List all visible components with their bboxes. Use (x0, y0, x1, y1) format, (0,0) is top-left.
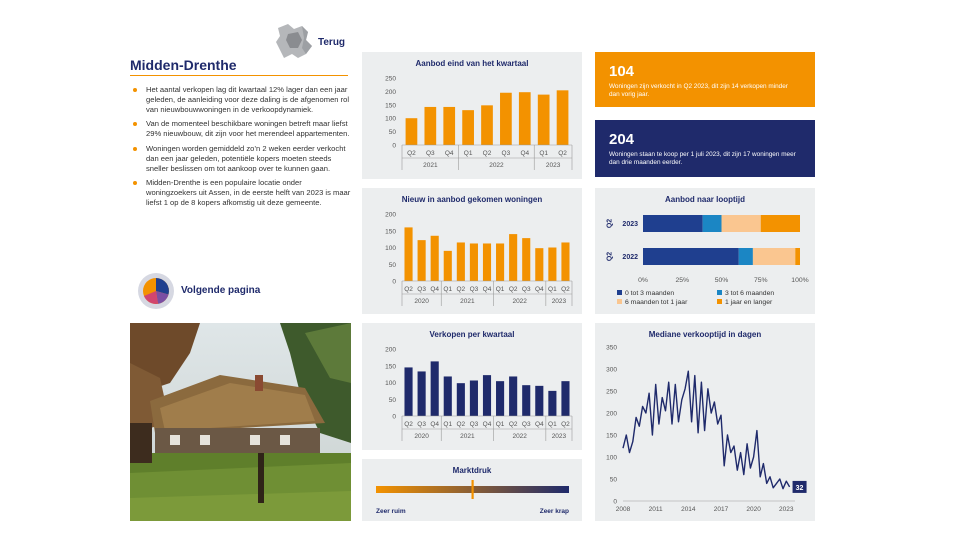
y-tick-label: 0 (392, 142, 396, 150)
bar (496, 243, 504, 281)
legend-label: 0 tot 3 maanden (625, 290, 675, 297)
x-tick-label: Q1 (495, 286, 505, 293)
x-tick-label: Q2 (456, 421, 466, 428)
x-tick-label: Q3 (417, 286, 426, 293)
bar (483, 243, 491, 281)
municipality-map-icon[interactable] (272, 20, 316, 64)
title-divider (130, 75, 348, 76)
x-tick-label: Q4 (482, 421, 492, 428)
bar (431, 236, 439, 281)
summary-bullet: Het aantal verkopen lag dit kwartaal 12% lager dan een jaar geleden, de aanleiding voor deze daling is de afgenomen rol van nieuwbouwwoningen in de verkoopdynamiek. (130, 85, 352, 114)
chart-title: Aanbod eind van het kwartaal (415, 59, 529, 68)
bar (535, 386, 543, 416)
x-tick-label: Q1 (495, 421, 505, 428)
bar (535, 248, 543, 281)
y-group-label: Q2 (606, 218, 614, 229)
stacked-bar-segment (761, 215, 800, 232)
legend-swatch (617, 290, 622, 295)
y-tick-label: 200 (606, 410, 617, 418)
x-tick-label: 2008 (615, 506, 631, 513)
chart-panel-looptijd (595, 188, 815, 314)
x-group-label: 2021 (460, 433, 475, 440)
x-tick-label: Q2 (456, 286, 466, 293)
x-tick-label: 100% (791, 277, 809, 284)
bar (457, 242, 465, 281)
y-tick-label: 50 (388, 129, 396, 137)
y-tick-label: 2023 (622, 221, 638, 228)
bar (431, 361, 439, 416)
bar (561, 242, 569, 281)
bar (548, 248, 556, 282)
x-group-label: 2023 (551, 433, 567, 440)
x-tick-label: Q2 (508, 421, 518, 428)
bar (404, 367, 412, 416)
stacked-bar-segment (739, 248, 753, 265)
x-tick-label: Q3 (425, 150, 435, 157)
chart-aanbod (362, 52, 582, 179)
next-page-button[interactable] (137, 272, 317, 312)
bar (470, 380, 478, 416)
x-group-label: 2023 (545, 162, 561, 169)
end-value-label: 32 (795, 484, 804, 492)
pie-chart-icon (137, 272, 175, 310)
y-tick-label: 300 (606, 366, 617, 374)
x-tick-label: Q4 (444, 150, 454, 157)
kpi-text: Woningen staan te koop per 1 juli 2023, dit zijn 17 woningen meer dan drie maanden eerder. (609, 151, 796, 166)
x-tick-label: 75% (753, 277, 768, 284)
x-group-label: 2022 (512, 298, 527, 305)
y-group-label: Q2 (606, 251, 614, 262)
legend-swatch (617, 299, 622, 304)
bar (481, 105, 493, 145)
x-tick-label: Q3 (501, 150, 511, 157)
bar (496, 381, 504, 416)
summary-bullet: Van de momenteel beschikbare woningen betreft maar liefst 29% nieuwbouw, dit zijn voor het merendeel appartementen. (130, 119, 352, 139)
y-tick-label: 0 (392, 278, 396, 286)
x-tick-label: Q3 (521, 286, 531, 293)
chart-panel-aanbod (362, 52, 582, 179)
kpi-value: 204 (609, 131, 635, 148)
x-tick-label: Q4 (534, 421, 544, 428)
y-tick-label: 50 (388, 396, 396, 404)
y-tick-label: 100 (385, 245, 396, 252)
stacked-bar-segment (795, 248, 800, 265)
summary-bullet-list (130, 85, 352, 213)
x-tick-label: 0% (638, 277, 648, 284)
page-title: Midden-Drenthe (130, 57, 237, 73)
x-tick-label: Q2 (404, 286, 413, 293)
x-tick-label: Q2 (407, 150, 416, 157)
y-tick-label: 50 (609, 476, 617, 484)
bar (424, 107, 436, 145)
x-tick-label: Q3 (521, 421, 531, 428)
bar (500, 93, 512, 145)
chart-panel-verkooptijd (595, 323, 815, 521)
x-group-label: 2021 (460, 298, 475, 305)
bar (538, 95, 550, 145)
bar (509, 376, 517, 416)
stacked-bar-segment (643, 248, 739, 265)
bar (444, 376, 452, 416)
chart-panel-nieuw (362, 188, 582, 314)
bar (522, 385, 530, 416)
y-tick-label: 200 (385, 88, 396, 96)
kpi-card-sold (595, 52, 815, 107)
x-tick-label: 2020 (746, 506, 761, 513)
x-tick-label: Q4 (534, 286, 544, 293)
gauge-marktdruk (362, 459, 582, 521)
stacked-bar-segment (643, 215, 703, 232)
y-tick-label: 100 (385, 380, 396, 387)
x-tick-label: Q1 (443, 286, 453, 293)
legend-label: 1 jaar en langer (725, 299, 773, 306)
series-line (623, 371, 790, 489)
x-tick-label: Q1 (539, 150, 549, 157)
x-tick-label: Q4 (430, 421, 440, 428)
x-group-label: 2020 (414, 433, 429, 440)
kpi-value: 104 (609, 63, 635, 80)
back-link[interactable]: Terug (318, 37, 346, 48)
bar (519, 92, 531, 145)
x-group-label: 2021 (423, 162, 438, 169)
kpi-text: Woningen zijn verkocht in Q2 2023, dit zijn 14 verkopen minder dan vorig jaar. (609, 83, 788, 98)
x-tick-label: Q3 (469, 421, 479, 428)
y-tick-label: 250 (385, 75, 396, 83)
x-tick-label: Q1 (443, 421, 453, 428)
bar (443, 107, 455, 145)
x-tick-label: 2017 (713, 506, 729, 513)
bar (444, 251, 452, 281)
chart-title: Nieuw in aanbod gekomen woningen (401, 195, 543, 204)
summary-bullet: Woningen worden gemiddeld zo’n 2 weken eerder verkocht dan een jaar geleden, potentiële kopers moeten steeds sneller beslissen om tot aankoop over te kunnen gaan. (130, 144, 352, 173)
next-page-label: Volgende pagina (181, 285, 261, 296)
x-tick-label: Q4 (430, 286, 440, 293)
y-tick-label: 50 (388, 261, 396, 269)
x-tick-label: Q2 (558, 150, 567, 157)
chart-title: Marktdruk (452, 466, 492, 475)
y-tick-label: 150 (385, 228, 396, 236)
chart-title: Aanbod naar looptijd (665, 195, 745, 204)
bar (557, 90, 569, 145)
legend-swatch (717, 299, 722, 304)
x-group-label: 2023 (551, 298, 567, 305)
chart-title: Mediane verkooptijd in dagen (648, 330, 762, 339)
bar (470, 243, 478, 281)
bar (418, 371, 426, 416)
bar (548, 391, 556, 416)
y-tick-label: 150 (606, 432, 617, 440)
y-tick-label: 100 (385, 115, 396, 123)
kpi-card-for-sale (595, 120, 815, 177)
x-tick-label: Q2 (404, 421, 413, 428)
summary-bullet: Midden-Drenthe is een populaire locatie onder woningzoekers uit Assen, in de eerste helft van 2023 is maar liefst 1 op de 8 kopers afkomstig uit deze gemeente. (130, 178, 352, 207)
x-tick-label: Q1 (463, 150, 473, 157)
stacked-bar-segment (703, 215, 722, 232)
x-tick-label: Q2 (508, 286, 518, 293)
legend-swatch (717, 290, 722, 295)
y-tick-label: 0 (613, 498, 617, 506)
y-tick-label: 150 (385, 102, 396, 110)
y-tick-label: 250 (606, 388, 617, 396)
bar (561, 381, 569, 416)
x-tick-label: 25% (675, 277, 690, 284)
x-tick-label: Q4 (520, 150, 530, 157)
legend-label: 6 maanden tot 1 jaar (625, 299, 688, 306)
bar (406, 118, 418, 145)
x-tick-label: Q2 (561, 286, 570, 293)
gauge-right-label: Zeer krap (539, 508, 569, 515)
x-tick-label: Q2 (482, 150, 492, 157)
x-group-label: 2022 (489, 162, 504, 169)
chart-looptijd (595, 188, 815, 314)
bar (522, 238, 530, 281)
bar (509, 234, 517, 281)
stacked-bar-segment (722, 215, 761, 232)
bar (483, 375, 491, 416)
y-tick-label: 150 (385, 363, 396, 371)
x-tick-label: Q1 (548, 421, 557, 428)
y-tick-label: 100 (606, 454, 617, 462)
y-tick-label: 0 (392, 413, 396, 421)
y-tick-label: 200 (385, 346, 396, 354)
x-tick-label: 2011 (648, 506, 663, 513)
farmhouse-photo (130, 323, 351, 521)
x-group-label: 2022 (512, 433, 527, 440)
stacked-bar-segment (753, 248, 795, 265)
x-tick-label: 2023 (779, 506, 794, 513)
chart-title: Verkopen per kwartaal (429, 330, 515, 339)
bar (462, 110, 474, 145)
y-tick-label: 350 (606, 344, 617, 352)
chart-panel-marktdruk (362, 459, 582, 521)
gauge-left-label: Zeer ruim (376, 508, 406, 515)
bar (404, 227, 412, 281)
bar (418, 240, 426, 281)
chart-nieuw (362, 188, 582, 314)
x-tick-label: Q1 (548, 286, 557, 293)
x-group-label: 2020 (414, 298, 429, 305)
bar (457, 383, 465, 416)
x-tick-label: 50% (714, 277, 729, 284)
y-tick-label: 2022 (622, 254, 638, 261)
x-tick-label: Q4 (482, 286, 492, 293)
x-tick-label: Q3 (469, 286, 479, 293)
gauge-marker (472, 480, 474, 499)
chart-verkooptijd (595, 323, 815, 521)
y-tick-label: 200 (385, 211, 396, 219)
chart-panel-verkopen (362, 323, 582, 450)
chart-verkopen (362, 323, 582, 450)
x-tick-label: Q2 (561, 421, 570, 428)
legend-label: 3 tot 6 maanden (725, 290, 775, 297)
x-tick-label: Q3 (417, 421, 426, 428)
x-tick-label: 2014 (681, 506, 696, 513)
